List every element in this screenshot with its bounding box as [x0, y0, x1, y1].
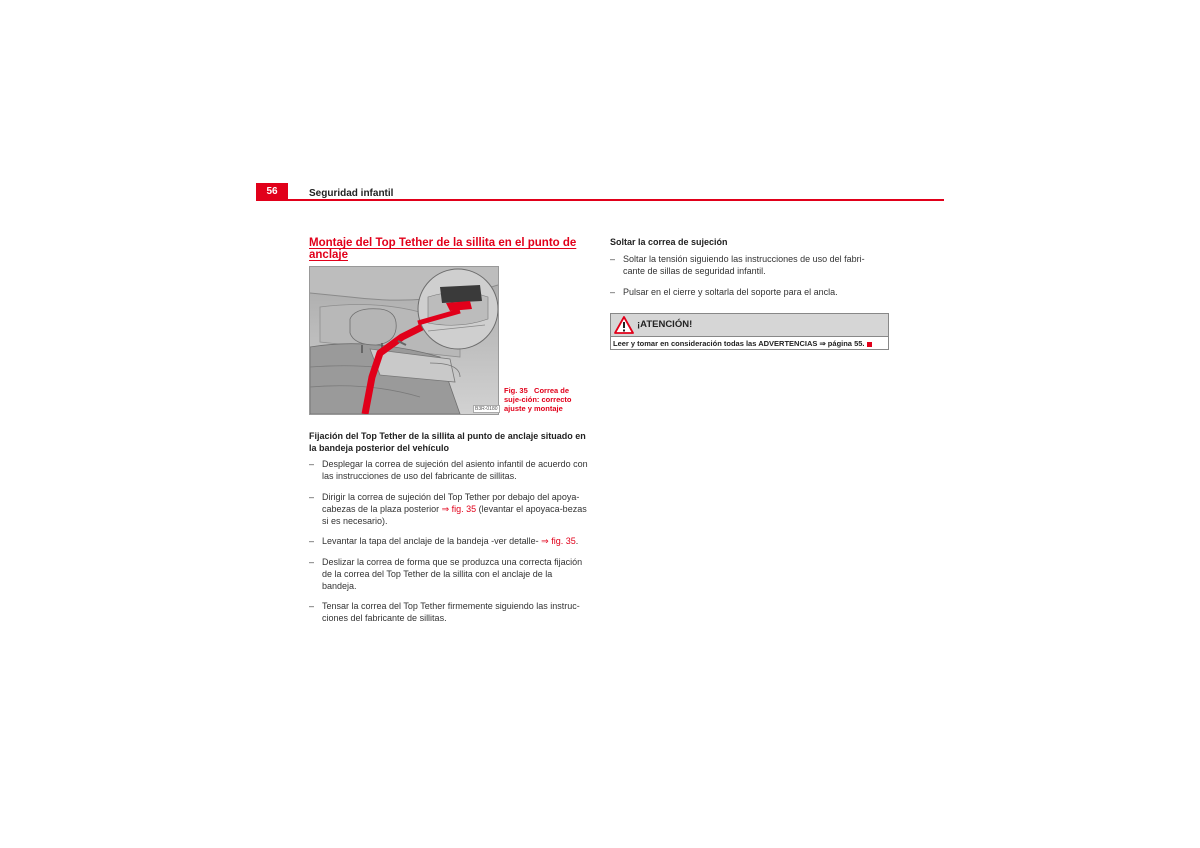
warning-title: ¡ATENCIÓN! [637, 319, 693, 330]
page-number: 56 [256, 183, 288, 199]
list-item: – Dirigir la correa de sujeción del Top Tether por debajo del apoya-cabezas de la plaza posterior ⇒ fig. 35 (levantar el apoyaca-bezas si es necesario). [309, 491, 589, 527]
running-title: Seguridad infantil [309, 188, 394, 199]
installation-steps [309, 458, 589, 633]
warning-triangle-icon [614, 316, 634, 334]
list-item: – Desplegar la correa de sujeción del asiento infantil de acuerdo con las instrucciones de uso del fabricante de sillitas. [309, 458, 589, 482]
list-item: – Deslizar la correa de forma que se produzca una correcta fijación de la correa del Top Tether de la sillita con el anclaje de la bandeja. [309, 556, 589, 592]
car-seat-illustration [310, 267, 498, 414]
section-title: Montaje del Top Tether de la sillita en el punto de anclaje [309, 237, 577, 261]
warning-box [610, 313, 889, 350]
figure-reference-link[interactable]: ⇒ fig. 35 [441, 503, 477, 514]
figure-caption [504, 386, 584, 413]
list-item: – Tensar la correa del Top Tether firmemente siguiendo las instruc-ciones del fabricante de sillitas. [309, 600, 589, 624]
figure-illustration [309, 266, 499, 415]
release-heading: Soltar la correa de sujeción [610, 237, 728, 247]
list-item: – Pulsar en el cierre y soltarla del soporte para el ancla. [610, 286, 880, 298]
list-item: – Levantar la tapa del anclaje de la bandeja -ver detalle- ⇒ fig. 35. [309, 535, 589, 547]
end-marker-icon [867, 342, 872, 347]
header-rule [256, 199, 944, 201]
subsection-heading: Fijación del Top Tether de la sillita al punto de anclaje situado en la bandeja posterior del vehículo [309, 431, 586, 453]
warning-header [611, 314, 888, 337]
figure-code: B3R-0180 [475, 406, 498, 412]
release-steps [610, 253, 880, 306]
warning-text: Leer y tomar en consideración todas las ADVERTENCIAS ⇒ página 55. [611, 337, 888, 349]
figure-caption-label: Fig. 35 [504, 386, 528, 395]
figure-reference-link[interactable]: ⇒ fig. 35 [541, 536, 576, 546]
figure-caption-text: Correa de suje-ción: correcto ajuste y montaje [504, 386, 572, 413]
list-item: – Soltar la tensión siguiendo las instrucciones de uso del fabri-cante de sillas de seguridad infantil. [610, 253, 880, 277]
